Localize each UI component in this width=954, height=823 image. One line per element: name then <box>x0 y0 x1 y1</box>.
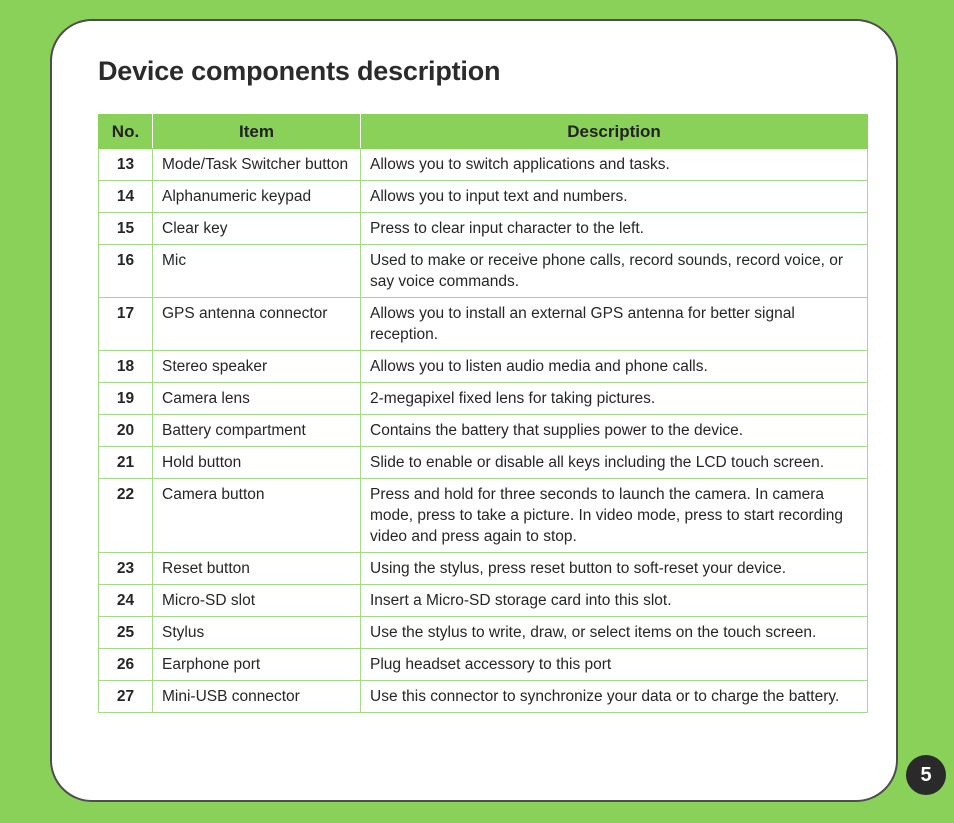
row-description: Allows you to install an external GPS antenna for better signal reception. <box>361 298 868 351</box>
row-item: GPS antenna connector <box>153 298 361 351</box>
row-number: 21 <box>99 447 153 479</box>
row-number: 17 <box>99 298 153 351</box>
row-description: 2-megapixel fixed lens for taking pictures. <box>361 383 868 415</box>
table-row <box>99 351 868 383</box>
row-item: Camera lens <box>153 383 361 415</box>
row-item: Micro-SD slot <box>153 585 361 617</box>
row-item: Alphanumeric keypad <box>153 181 361 213</box>
row-description: Use the stylus to write, draw, or select items on the touch screen. <box>361 617 868 649</box>
header-no: No. <box>99 115 153 149</box>
table-row <box>99 649 868 681</box>
row-description: Press and hold for three seconds to launch the camera. In camera mode, press to take a picture. In video mode, press to start recording video and press again to stop. <box>361 479 868 553</box>
row-item: Camera button <box>153 479 361 553</box>
row-item: Mode/Task Switcher button <box>153 149 361 181</box>
row-item: Clear key <box>153 213 361 245</box>
table-row <box>99 298 868 351</box>
table-row <box>99 415 868 447</box>
row-description: Used to make or receive phone calls, record sounds, record voice, or say voice commands. <box>361 245 868 298</box>
row-description: Plug headset accessory to this port <box>361 649 868 681</box>
row-description: Use this connector to synchronize your data or to charge the battery. <box>361 681 868 713</box>
row-item: Mini-USB connector <box>153 681 361 713</box>
row-description: Allows you to listen audio media and phone calls. <box>361 351 868 383</box>
row-number: 26 <box>99 649 153 681</box>
row-description: Slide to enable or disable all keys including the LCD touch screen. <box>361 447 868 479</box>
row-number: 27 <box>99 681 153 713</box>
table-row <box>99 681 868 713</box>
row-number: 19 <box>99 383 153 415</box>
table-row <box>99 245 868 298</box>
row-number: 18 <box>99 351 153 383</box>
page-title: Device components description <box>98 56 501 86</box>
row-item: Stylus <box>153 617 361 649</box>
row-number: 16 <box>99 245 153 298</box>
row-item: Hold button <box>153 447 361 479</box>
header-item: Item <box>153 115 361 149</box>
row-item: Earphone port <box>153 649 361 681</box>
row-number: 20 <box>99 415 153 447</box>
row-description: Press to clear input character to the left. <box>361 213 868 245</box>
row-item: Battery compartment <box>153 415 361 447</box>
row-description: Allows you to input text and numbers. <box>361 181 868 213</box>
row-description: Allows you to switch applications and tasks. <box>361 149 868 181</box>
row-number: 13 <box>99 149 153 181</box>
table-row <box>99 447 868 479</box>
row-number: 25 <box>99 617 153 649</box>
header-description: Description <box>361 115 868 149</box>
row-number: 15 <box>99 213 153 245</box>
row-description: Using the stylus, press reset button to soft-reset your device. <box>361 553 868 585</box>
row-item: Reset button <box>153 553 361 585</box>
row-number: 22 <box>99 479 153 553</box>
row-item: Stereo speaker <box>153 351 361 383</box>
table-row <box>99 617 868 649</box>
table-header-row <box>99 115 868 149</box>
table-row <box>99 213 868 245</box>
row-item: Mic <box>153 245 361 298</box>
page-number-badge: 5 <box>906 755 946 795</box>
table-row <box>99 383 868 415</box>
table-row <box>99 479 868 553</box>
table-row <box>99 553 868 585</box>
row-number: 14 <box>99 181 153 213</box>
table-row <box>99 585 868 617</box>
row-number: 24 <box>99 585 153 617</box>
table-row <box>99 181 868 213</box>
row-number: 23 <box>99 553 153 585</box>
row-description: Contains the battery that supplies power to the device. <box>361 415 868 447</box>
table-row <box>99 149 868 181</box>
row-description: Insert a Micro-SD storage card into this slot. <box>361 585 868 617</box>
components-table <box>98 114 868 713</box>
